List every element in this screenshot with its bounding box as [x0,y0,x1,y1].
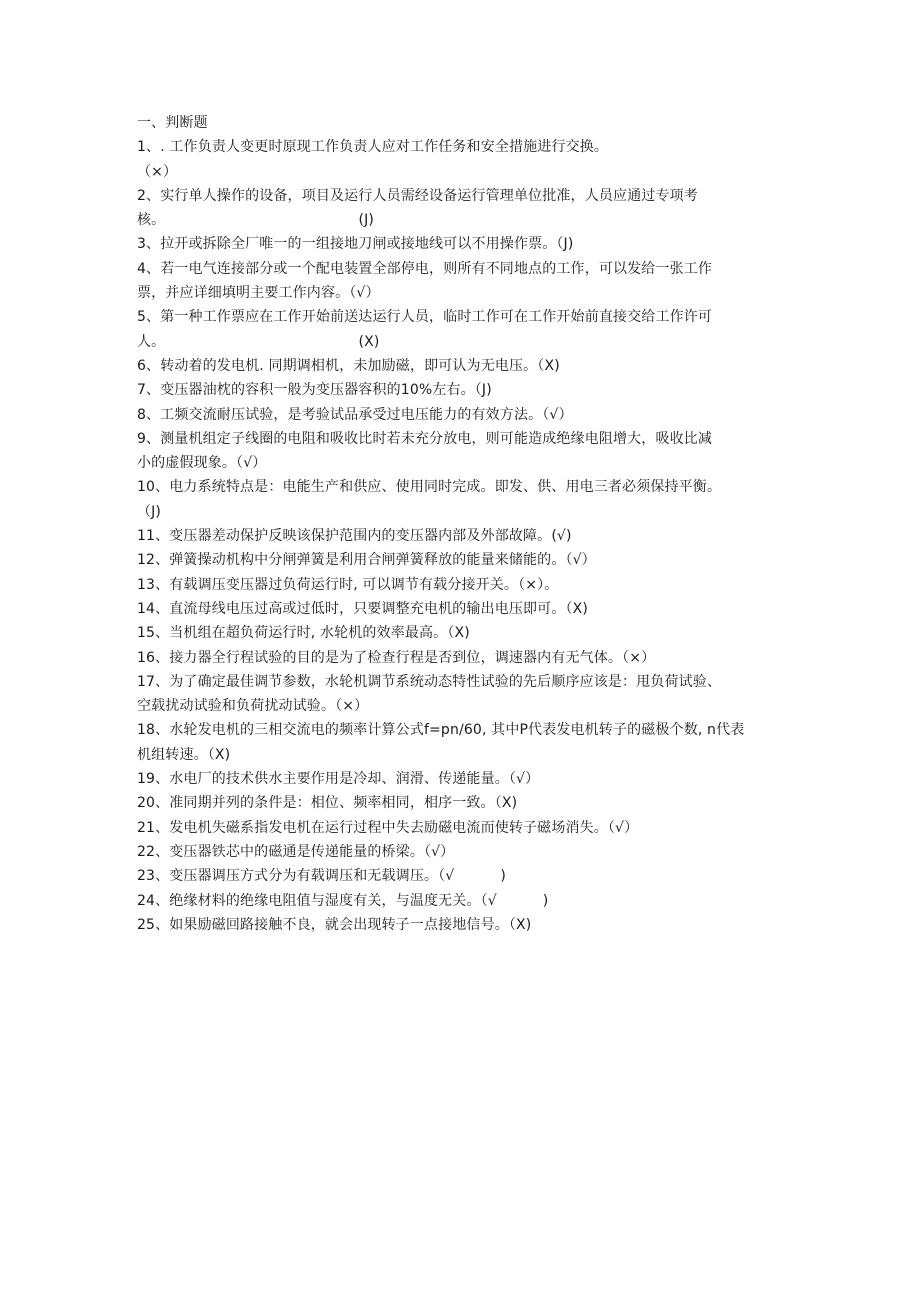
text-line: 票，并应详细填明主要工作内容。（√） [137,285,380,302]
text-line: 7、变压器油枕的容积一般为变压器容积的10%左右。（J) [137,382,492,399]
text-line: 15、当机组在超负荷运行时, 水轮机的效率最高。（X) [137,625,470,642]
text-line: 1、. 工作负责人变更时原现工作负责人应对工作任务和安全措施进行交换。 [137,139,609,156]
text-line: 21、发电机失磁系指发电机在运行过程中失去励磁电流而使转子磁场消失。（√） [137,819,639,836]
text-line: 14、直流母线电压过高或过低时，只要调整充电机的输出电压即可。（X) [137,600,588,617]
text-line: 5、第一种工作票应在工作开始前送达运行人员，临时工作可在工作开始前直接交给工作许可 [137,309,713,326]
text-line: 23、变压器调压方式分为有载调压和无载调压。（√ ) [137,868,506,885]
text-line: 2、实行单人操作的设备，项目及运行人员需经设备运行管理单位批准，人员应通过专项考 [137,187,698,204]
text-line: 17、为了确定最佳调节参数，水轮机调节系统动态特性试验的先后顺序应该是：甩负荷试验、 [137,673,722,690]
text-line: 10、电力系统特点是：电能生产和供应、使用同时完成。即发、供、用电三者必须保持平衡。 [137,479,722,496]
text-line: 11、变压器差动保护反映该保护范围内的变压器内部及外部故障。(√) [137,528,572,545]
text-line: 24、绝缘材料的绝缘电阻值与湿度有关，与温度无关。（√ ) [137,892,549,909]
text-line: 20、准同期并列的条件是：相位、频率相同，相序一致。（X) [137,795,518,812]
text-line: 核。 (J) [137,212,375,229]
text-line: 19、水电厂的技术供水主要作用是冷却、润滑、传递能量。（√） [137,771,540,788]
text-line: 人。 (X) [137,333,380,350]
text-line: 4、若一电气连接部分或一个配电装置全部停电，则所有不同地点的工作，可以发给一张工作 [137,260,713,277]
text-line: （J) [137,503,162,520]
text-line: 13、有载调压变压器过负荷运行时, 可以调节有载分接开关。（×）。 [137,576,559,593]
text-line: 9、测量机组定子线圈的电阻和吸收比时若未充分放电，则可能造成绝缘电阻增大，吸收比减 [137,430,713,447]
text-line: 22、变压器铁芯中的磁通是传递能量的桥梁。（√） [137,843,455,860]
document-body [137,111,777,937]
text-line: 机组转速。（X) [137,746,231,763]
text-line: 18、水轮发电机的三相交流电的频率计算公式f=pn∕60, 其中P代表发电机转子的磁极个数, n代表 [137,722,745,739]
text-line: 空载扰动试验和负荷扰动试验。（×） [137,698,369,715]
section-heading: 一、判断题 [137,115,208,131]
text-line: 8、工频交流耐压试验，是考验试品承受过电压能力的有效方法。（√） [137,406,573,423]
text-line: 小的虚假现象。（√） [137,455,267,472]
text-line: 25、如果励磁回路接触不良，就会出现转子一点接地信号。（X) [137,916,532,933]
text-line: 6、转动着的发电机. 同期调相机，未加励磁，即可认为无电压。（X) [137,357,560,374]
text-line: 3、拉开或拆除全厂唯一的一组接地刀闸或接地线可以不用操作票。（J) [137,236,574,253]
text-line: （×） [137,163,178,180]
text-line: 16、接力器全行程试验的目的是为了检查行程是否到位，调速器内有无气体。（×） [137,649,656,666]
text-line: 12、弹簧操动机构中分闸弹簧是利用合闸弹簧释放的能量来储能的。（√） [137,552,596,569]
